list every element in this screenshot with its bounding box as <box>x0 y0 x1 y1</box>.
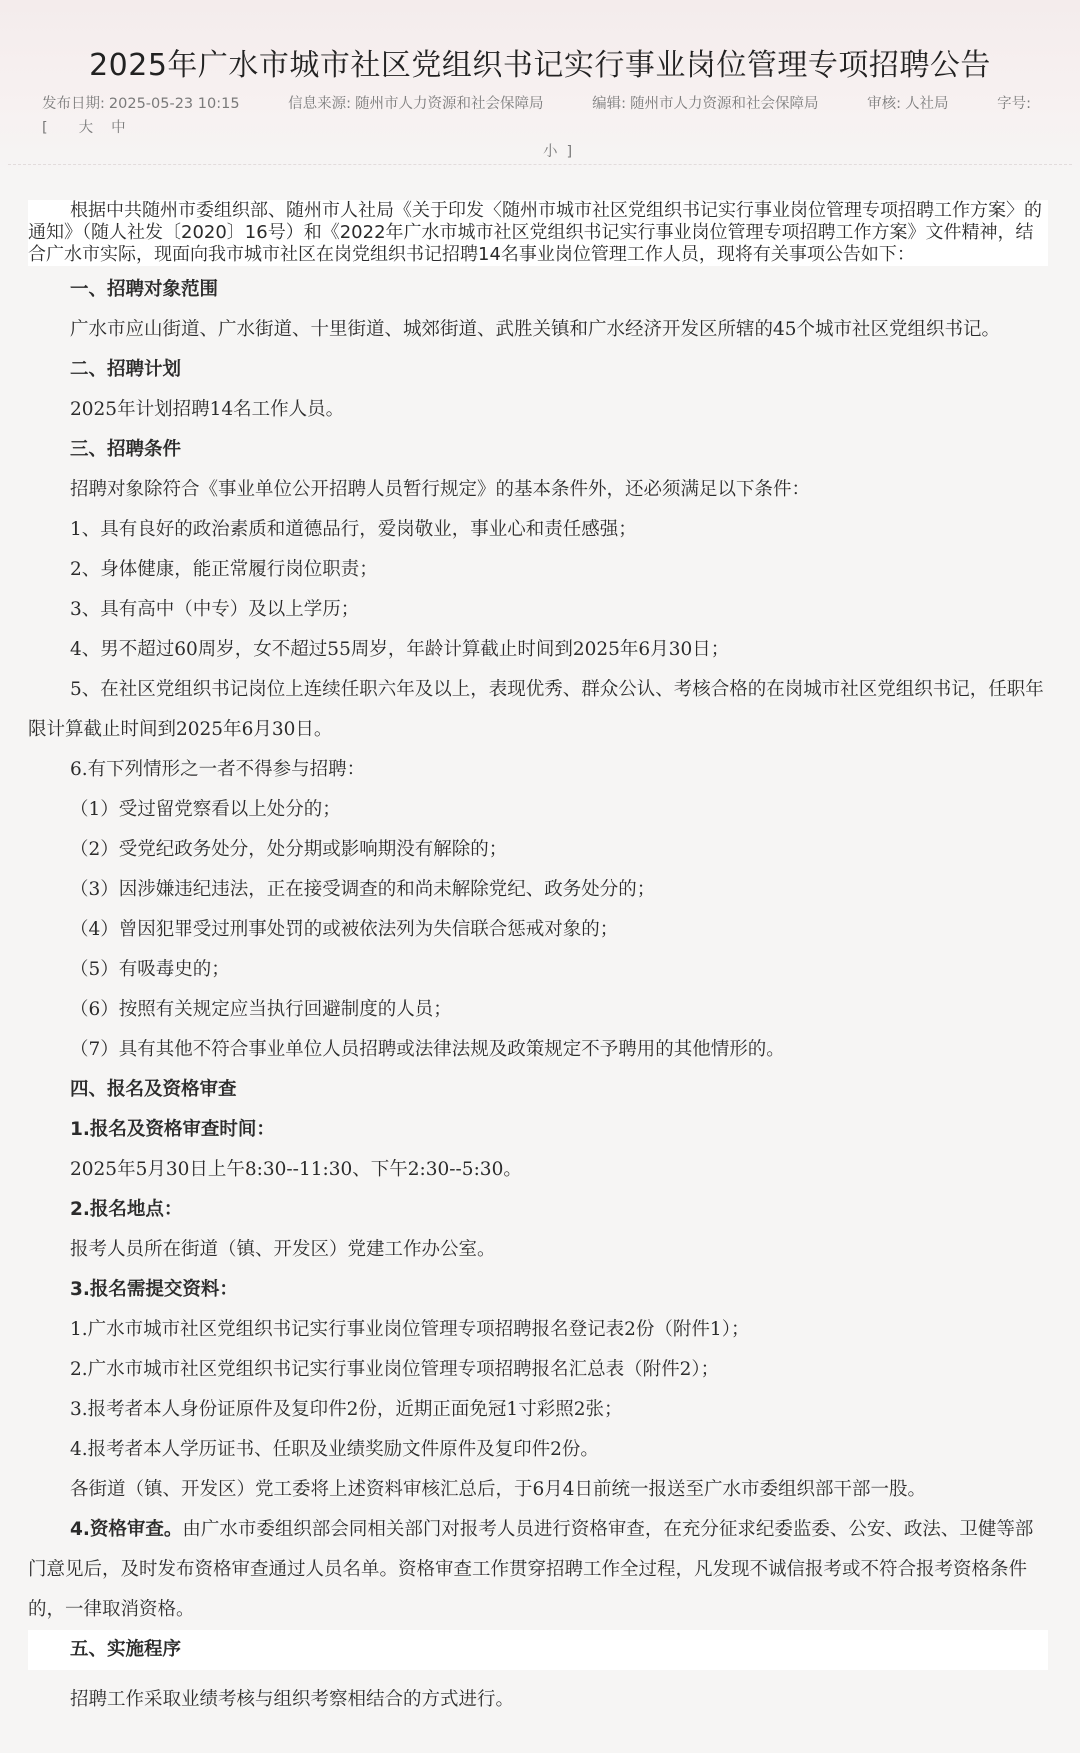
exclusion-3: （3）因涉嫌违纪违法，正在接受调查的和尚未解除党纪、政务处分的； <box>70 879 656 900</box>
exclusion-2: （2）受党纪政务处分，处分期或影响期没有解除的； <box>70 839 508 860</box>
reviewer: 审核: 人社局 <box>867 96 949 112</box>
registration-time-title: 1.报名及资格审查时间： <box>70 1119 275 1140</box>
condition-6: 6.有下列情形之一者不得参与招聘： <box>70 759 366 780</box>
article-meta <box>42 92 1038 164</box>
section-5-text: 招聘工作采取业绩考核与组织考察相结合的方式进行。 <box>70 1689 515 1710</box>
registration-place-title: 2.报名地点： <box>70 1199 183 1220</box>
font-size-large-link[interactable]: 大 <box>78 120 94 136</box>
qualification-review <box>28 1510 1048 1630</box>
section-2-title: 二、招聘计划 <box>70 359 182 380</box>
section-2-text: 2025年计划招聘14名工作人员。 <box>70 399 345 420</box>
font-size-small-link[interactable]: 小 <box>543 144 558 160</box>
section-3-intro: 招聘对象除符合《事业单位公开招聘人员暂行规定》的基本条件外，还必须满足以下条件： <box>70 479 811 500</box>
exclusion-6: （6）按照有关规定应当执行回避制度的人员； <box>70 999 452 1020</box>
section-4-title: 四、报名及资格审查 <box>70 1079 237 1100</box>
info-source: 信息来源: 随州市人力资源和社会保障局 <box>288 96 544 112</box>
editor: 编辑: 随州市人力资源和社会保障局 <box>592 96 819 112</box>
qualification-review-text: 由广水市委组织部会同相关部门对报考人员进行资格审查，在充分征求纪委监委、公安、政法、卫健等部门意见后，及时发布资格审查通过人员名单。资格审查工作贯穿招聘工作全过程，凡发现不诚信报考或不符合报考资格条件的，一律取消资格。 <box>28 1519 1034 1620</box>
section-3-title: 三、招聘条件 <box>70 439 182 460</box>
font-size-switcher: 字号:[ 大 中 小 ] <box>42 96 1032 160</box>
material-2: 2.广水市城市社区党组织书记实行事业岗位管理专项招聘报名汇总表（附件2）； <box>70 1359 720 1380</box>
header-divider <box>8 164 1072 165</box>
article-body <box>28 200 1048 1720</box>
exclusion-7: （7）具有其他不符合事业单位人员招聘或法律法规及政策规定不予聘用的其他情形的。 <box>70 1039 785 1060</box>
publish-date: 发布日期: 2025-05-23 10:15 <box>42 96 240 112</box>
condition-3: 3、具有高中（中专）及以上学历； <box>70 599 360 620</box>
material-3: 3.报考者本人身份证原件及复印件2份，近期正面免冠1寸彩照2张； <box>70 1399 623 1420</box>
exclusion-4: （4）曾因犯罪受过刑事处罚的或被依法列为失信联合惩戒对象的； <box>70 919 619 940</box>
materials-note: 各街道（镇、开发区）党工委将上述资料审核汇总后，于6月4日前统一报送至广水市委组织部干部一股。 <box>70 1479 927 1500</box>
condition-4: 4、男不超过60周岁，女不超过55周岁，年龄计算截止时间到2025年6月30日； <box>70 639 730 660</box>
condition-1: 1、具有良好的政治素质和道德品行，爱岗敬业，事业心和责任感强； <box>70 519 637 540</box>
material-1: 1.广水市城市社区党组织书记实行事业岗位管理专项招聘报名登记表2份（附件1）； <box>70 1319 750 1340</box>
section-1-title: 一、招聘对象范围 <box>70 279 219 300</box>
material-4: 4.报考者本人学历证书、任职及业绩奖励文件原件及复印件2份。 <box>70 1439 599 1460</box>
qualification-review-title: 4.资格审查。 <box>70 1519 183 1540</box>
exclusion-1: （1）受过留党察看以上处分的； <box>70 799 341 820</box>
section-1-text: 广水市应山街道、广水街道、十里街道、城郊街道、武胜关镇和广水经济开发区所辖的45个城市社区党组织书记。 <box>70 319 1001 340</box>
condition-5: 5、在社区党组织书记岗位上连续任职六年及以上，表现优秀、群众公认、考核合格的在岗城市社区党组织书记，任职年限计算截止时间到2025年6月30日。 <box>28 679 1044 740</box>
condition-2: 2、身体健康，能正常履行岗位职责； <box>70 559 378 580</box>
section-5-title: 五、实施程序 <box>28 1630 1048 1670</box>
intro-paragraph: 根据中共随州市委组织部、随州市人社局《关于印发〈随州市城市社区党组织书记实行事业岗位管理专项招聘工作方案〉的通知》（随人社发〔2020〕16号）和《2022年广水市城市社区党组织书记实行事业岗位管理专项招聘工作方案》文件精神，结合广水市实际，现面向我市城市社区在岗党组织书记招聘14名事业岗位管理工作人员，现将有关事项公告如下： <box>28 200 1048 266</box>
registration-time-text: 2025年5月30日上午8:30--11:30、下午2:30--5:30。 <box>70 1159 522 1180</box>
registration-place-text: 报考人员所在街道（镇、开发区）党建工作办公室。 <box>70 1239 496 1260</box>
materials-title: 3.报名需提交资料： <box>70 1279 238 1300</box>
exclusion-5: （5）有吸毒史的； <box>70 959 230 980</box>
font-size-medium-link[interactable]: 中 <box>111 120 126 136</box>
page-title: 2025年广水市城市社区党组织书记实行事业岗位管理专项招聘公告 <box>89 48 991 83</box>
